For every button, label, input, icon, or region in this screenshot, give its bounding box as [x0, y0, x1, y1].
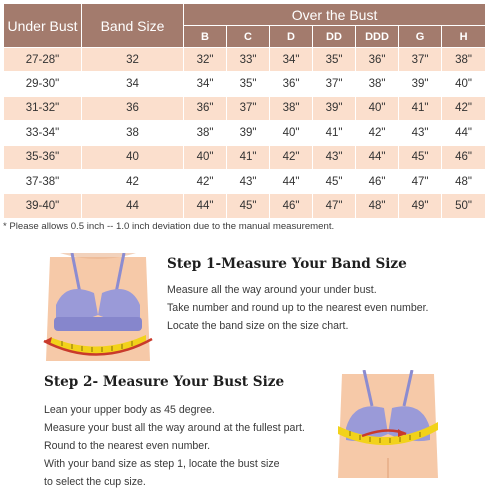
- bust-measure-illustration: [332, 370, 444, 478]
- over-bust-cell: 37": [399, 48, 442, 72]
- over-bust-cell: 46": [442, 145, 486, 169]
- over-bust-cell: 42": [356, 121, 399, 145]
- band-size-header: Band Size: [82, 4, 184, 48]
- over-bust-cell: 34": [184, 72, 227, 96]
- deviation-note: * Please allows 0.5 inch -- 1.0 inch deviation due to the manual measurement.: [3, 221, 335, 232]
- over-bust-cell: 38": [184, 121, 227, 145]
- cup-size-header: B: [184, 26, 227, 48]
- over-bust-cell: 39": [313, 96, 356, 120]
- table-row: [4, 169, 486, 193]
- over-bust-cell: 41": [227, 145, 270, 169]
- over-bust-cell: 44": [356, 145, 399, 169]
- table-row: [4, 145, 486, 169]
- band-size-cell: 36: [82, 96, 184, 120]
- step2-line: Round to the nearest even number.: [44, 440, 211, 452]
- over-bust-cell: 40": [356, 96, 399, 120]
- over-bust-cell: 45": [227, 194, 270, 218]
- over-bust-cell: 34": [270, 48, 313, 72]
- over-bust-cell: 43": [313, 145, 356, 169]
- table-row: [4, 96, 486, 120]
- over-bust-cell: 44": [442, 121, 486, 145]
- step2-title: Step 2- Measure Your Bust Size: [44, 374, 285, 390]
- over-bust-cell: 46": [270, 194, 313, 218]
- band-size-cell: 34: [82, 72, 184, 96]
- step1-line: Measure all the way around your under bust.: [167, 284, 377, 296]
- under-bust-cell: 31-32": [4, 96, 82, 120]
- band-size-cell: 40: [82, 145, 184, 169]
- over-bust-cell: 49": [399, 194, 442, 218]
- under-bust-cell: 37-38": [4, 169, 82, 193]
- over-bust-cell: 41": [399, 96, 442, 120]
- under-bust-cell: 35-36": [4, 145, 82, 169]
- under-bust-cell: 33-34": [4, 121, 82, 145]
- over-bust-cell: 37": [313, 72, 356, 96]
- over-bust-cell: 42": [270, 145, 313, 169]
- cup-size-header: DD: [313, 26, 356, 48]
- step1-line: Locate the band size on the size chart.: [167, 320, 349, 332]
- over-bust-cell: 44": [270, 169, 313, 193]
- over-bust-cell: 43": [227, 169, 270, 193]
- over-bust-cell: 33": [227, 48, 270, 72]
- over-bust-cell: 36": [270, 72, 313, 96]
- table-row: [4, 194, 486, 218]
- cup-size-header: DDD: [356, 26, 399, 48]
- band-size-cell: 32: [82, 48, 184, 72]
- over-bust-cell: 43": [399, 121, 442, 145]
- over-bust-cell: 42": [442, 96, 486, 120]
- over-bust-cell: 35": [313, 48, 356, 72]
- band-size-cell: 44: [82, 194, 184, 218]
- over-bust-cell: 36": [184, 96, 227, 120]
- over-bust-cell: 38": [356, 72, 399, 96]
- bra-band: [54, 317, 142, 331]
- band-measure-illustration: [42, 253, 154, 361]
- under-bust-header: Under Bust: [4, 4, 82, 48]
- table-row: [4, 48, 486, 72]
- band-size-cell: 42: [82, 169, 184, 193]
- over-bust-cell: 42": [184, 169, 227, 193]
- over-bust-header: Over the Bust: [184, 4, 486, 26]
- under-bust-cell: 39-40": [4, 194, 82, 218]
- over-bust-cell: 38": [442, 48, 486, 72]
- over-bust-cell: 45": [399, 145, 442, 169]
- over-bust-cell: 36": [356, 48, 399, 72]
- cup-size-header: G: [399, 26, 442, 48]
- step2-line: With your band size as step 1, locate the bust size: [44, 458, 280, 470]
- over-bust-cell: 44": [184, 194, 227, 218]
- over-bust-cell: 41": [313, 121, 356, 145]
- over-bust-cell: 38": [270, 96, 313, 120]
- over-bust-cell: 47": [399, 169, 442, 193]
- over-bust-cell: 32": [184, 48, 227, 72]
- over-bust-cell: 39": [399, 72, 442, 96]
- size-chart-body: [4, 48, 486, 219]
- over-bust-cell: 40": [184, 145, 227, 169]
- over-bust-cell: 40": [270, 121, 313, 145]
- over-bust-cell: 37": [227, 96, 270, 120]
- over-bust-cell: 46": [356, 169, 399, 193]
- table-row: [4, 72, 486, 96]
- over-bust-cell: 39": [227, 121, 270, 145]
- step1-title: Step 1-Measure Your Band Size: [167, 256, 407, 272]
- over-bust-cell: 45": [313, 169, 356, 193]
- cup-size-header: D: [270, 26, 313, 48]
- step2-instructions: [44, 401, 305, 491]
- over-bust-cell: 40": [442, 72, 486, 96]
- step2-line: Measure your bust all the way around at the fullest part.: [44, 422, 305, 434]
- over-bust-cell: 35": [227, 72, 270, 96]
- over-bust-cell: 48": [442, 169, 486, 193]
- over-bust-cell: 48": [356, 194, 399, 218]
- under-bust-cell: 27-28": [4, 48, 82, 72]
- over-bust-cell: 47": [313, 194, 356, 218]
- step2-line: to select the cup size.: [44, 476, 146, 488]
- band-size-cell: 38: [82, 121, 184, 145]
- step1-instructions: [167, 281, 429, 335]
- table-row: [4, 121, 486, 145]
- size-chart-table: [3, 3, 486, 219]
- under-bust-cell: 29-30": [4, 72, 82, 96]
- over-bust-cell: 50": [442, 194, 486, 218]
- step2-line: Lean your upper body as 45 degree.: [44, 404, 215, 416]
- step1-line: Take number and round up to the nearest even number.: [167, 302, 429, 314]
- cup-size-header: C: [227, 26, 270, 48]
- cup-size-header: H: [442, 26, 486, 48]
